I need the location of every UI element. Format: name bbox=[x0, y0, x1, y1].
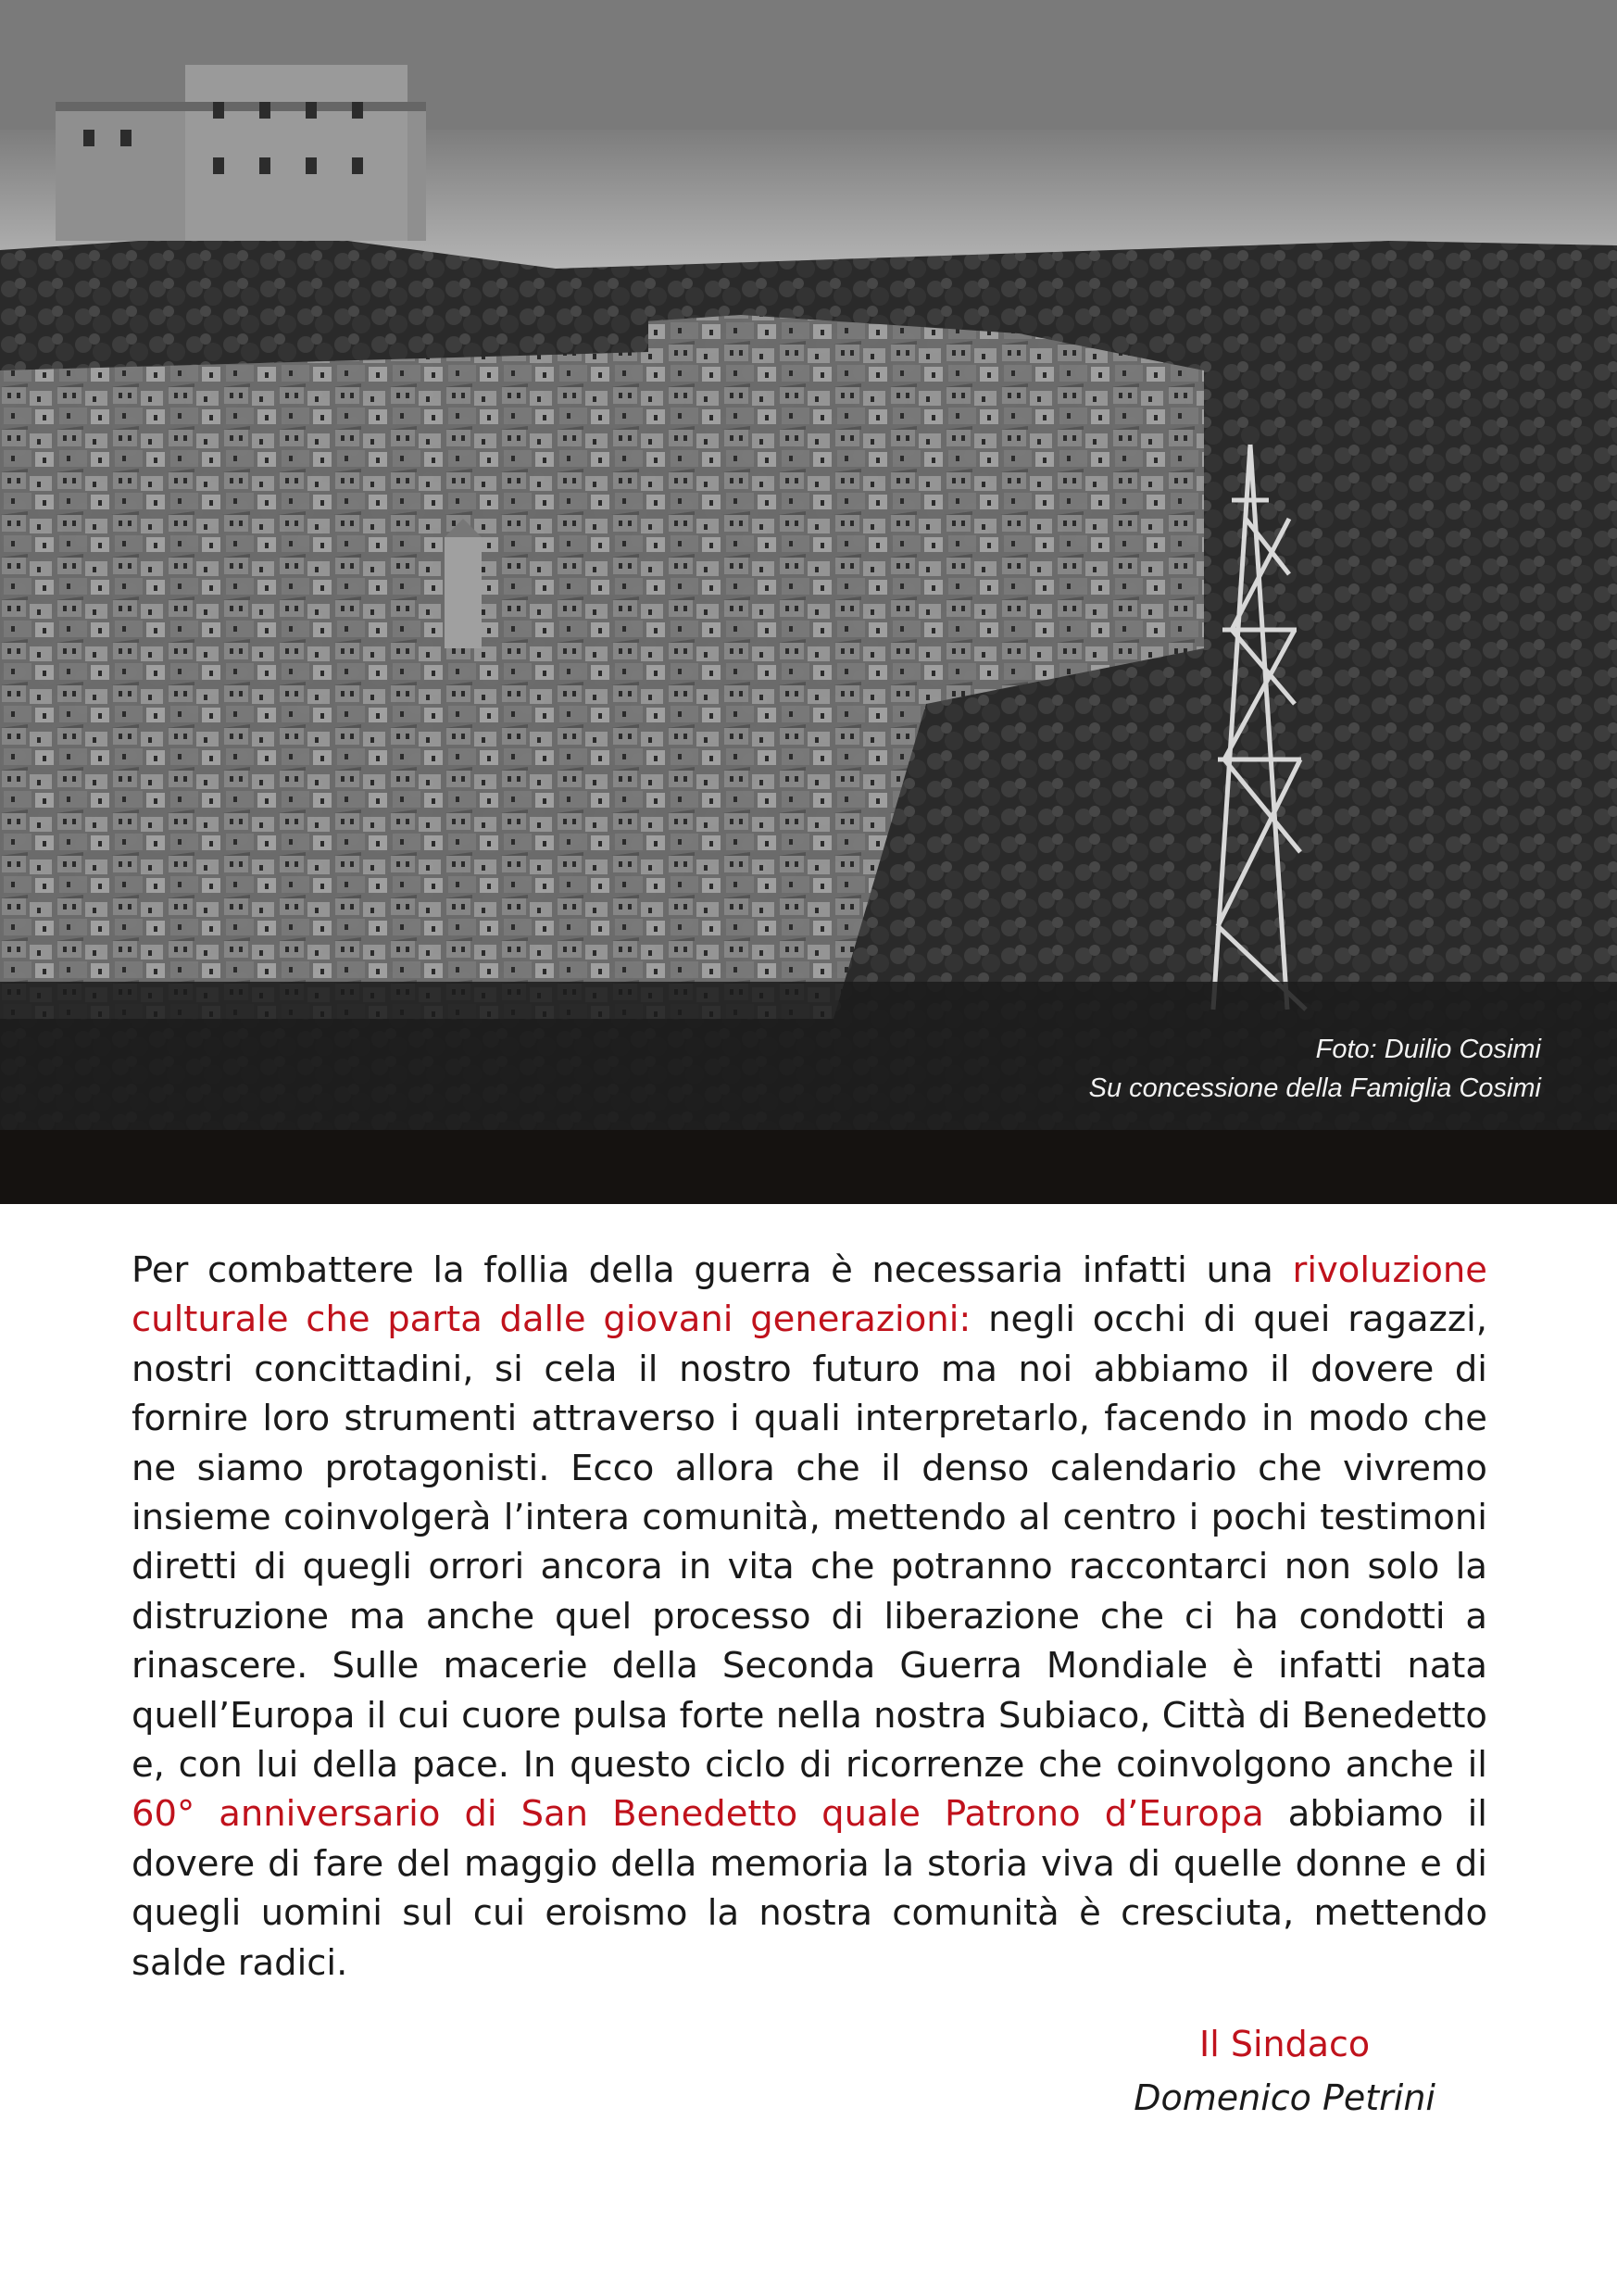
text-segment: abbiamo il dovere di fare del maggio della memoria la storia viva di quelle donne e di quegli uomini sul cui eroismo la nostra comunità è cresciuta, mettendo salde radici. bbox=[132, 1793, 1488, 1984]
caption-photographer: Foto: Duilio Cosimi bbox=[1315, 1035, 1541, 1064]
signature-name: Domenico Petrini bbox=[1134, 2077, 1435, 2118]
highlight-text: rivoluzione culturale che parta dalle giovani generazioni: bbox=[132, 1249, 1487, 1341]
text-segment: Per combattere la follia della guerra è necessaria infatti una bbox=[132, 1249, 1293, 1291]
signature-role: Il Sindaco bbox=[1199, 2024, 1371, 2064]
text-segment: negli occhi di quei ragazzi, nostri concittadini, si cela il nostro futuro ma noi abbiamo il dovere di fornire loro strumenti attraverso i quali interpretarlo, facendo in modo che ne siamo protagonisti. Ecco allora che il denso calendario che vivremo insieme coinvolgerà l’intera comunità, mettendo al centro i pochi testimoni diretti di quegli orrori ancora in vita che potranno raccontarci non solo la distruzione ma anche quel processo di liberazione che ci ha condotti a rinascere. Sulle macerie della Seconda Guerra Mondiale è infatti nata quell’Europa il cui cuore pulsa forte nella nostra Subiaco, Città di Benedetto e, con lui della pace. In questo ciclo di ricorrenze che coinvolgono anche il bbox=[132, 1299, 1488, 1787]
body-paragraph bbox=[132, 1246, 1487, 1988]
highlight-text-anniversary: 60° anniversario di San Benedetto quale Patrono d’Europa bbox=[132, 1793, 1264, 1836]
signature-block bbox=[1134, 2017, 1435, 2125]
photo-caption bbox=[1089, 1030, 1541, 1108]
caption-credit: Su concessione della Famiglia Cosimi bbox=[1088, 1073, 1541, 1103]
